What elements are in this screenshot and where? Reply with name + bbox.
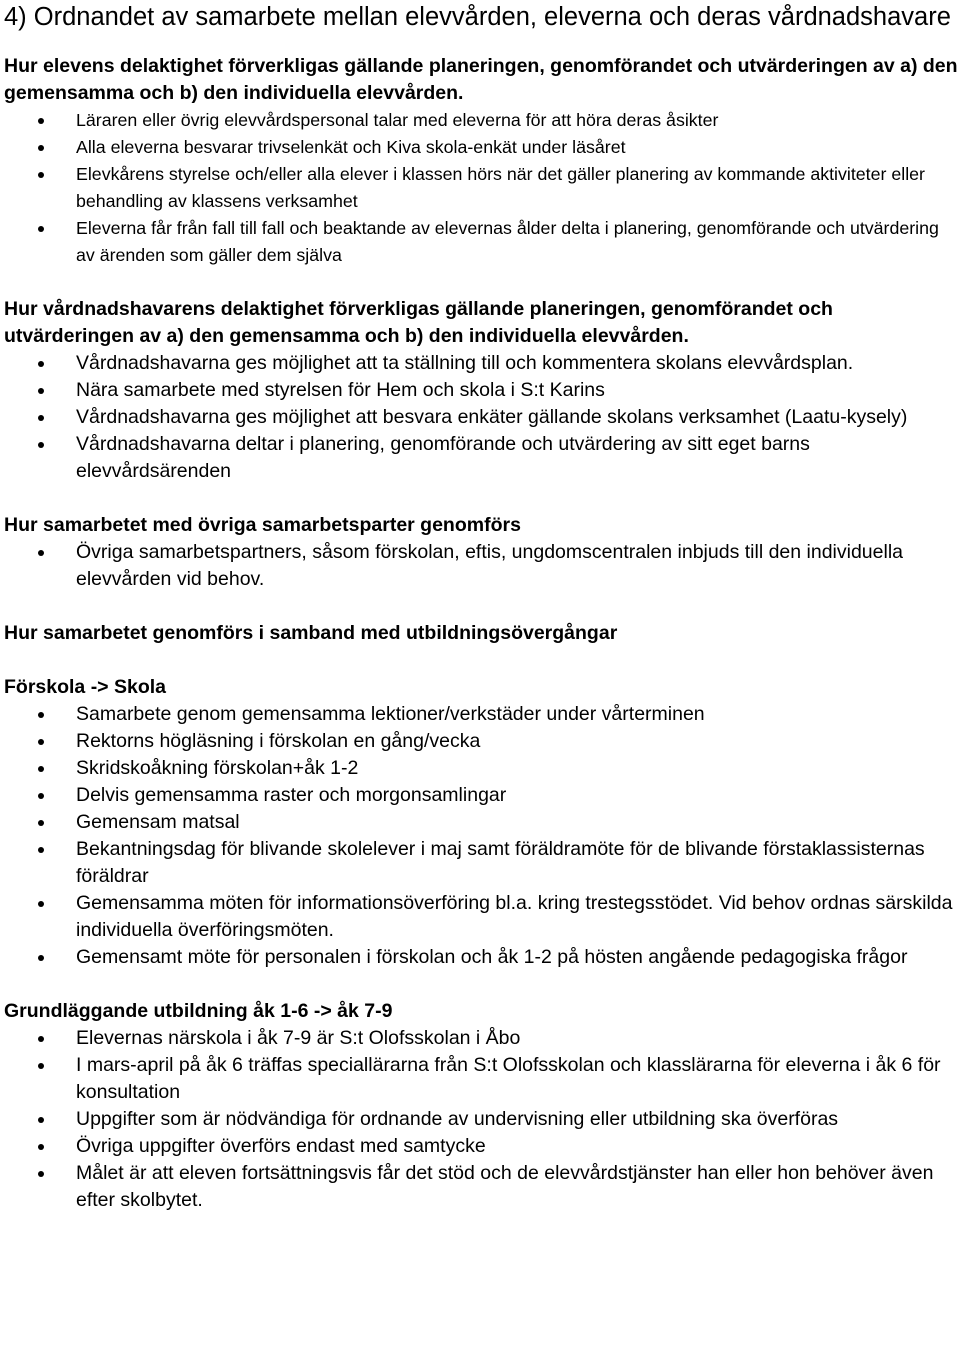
list-item <box>4 755 960 782</box>
bullet-icon <box>38 1117 44 1123</box>
bullet-icon <box>38 361 44 367</box>
spacer <box>4 485 960 512</box>
list-item <box>4 134 960 161</box>
list-item <box>4 1160 960 1214</box>
bullet-icon <box>38 712 44 718</box>
list-item-text: Delvis gemensamma raster och morgonsamlingar <box>76 784 507 806</box>
bullet-icon <box>38 415 44 421</box>
bullet-icon <box>38 1144 44 1150</box>
list-item <box>4 890 960 944</box>
list-item <box>4 539 960 593</box>
section-heading: Hur elevens delaktighet förverkligas gällande planeringen, genomförandet och utvärderingen av a) den gemensamma och b) den individuella elevvården. <box>4 55 958 104</box>
list-item <box>4 728 960 755</box>
list-item <box>4 431 960 485</box>
bullet-icon <box>38 766 44 772</box>
bullet-icon <box>38 847 44 853</box>
list-item-text: Gemensam matsal <box>76 811 240 833</box>
list-item-text: Vårdnadshavarna ges möjlighet att ta ställning till och kommentera skolans elevvårdsplan. <box>76 352 854 374</box>
list-item-text: Nära samarbete med styrelsen för Hem och skola i S:t Karins <box>76 379 605 401</box>
list-item-text: Elevernas närskola i åk 7-9 är S:t Olofsskolan i Åbo <box>76 1027 521 1049</box>
list-item-text: Uppgifter som är nödvändiga för ordnande av undervisning eller utbildning ska överföras <box>76 1108 839 1130</box>
spacer <box>4 593 960 620</box>
list-item-text: Alla eleverna besvarar trivselenkät och Kiva skola-enkät under läsåret <box>76 137 626 157</box>
section-transitions <box>4 620 960 647</box>
list-item-text: Vårdnadshavarna ges möjlighet att besvara enkäter gällande skolans verksamhet (Laatu-kysely) <box>76 406 908 428</box>
bullet-icon <box>38 172 44 178</box>
list-item <box>4 1106 960 1133</box>
list-item-text: Skridskoåkning förskolan+åk 1-2 <box>76 757 359 779</box>
list-item <box>4 404 960 431</box>
bullet-icon <box>38 820 44 826</box>
section-preschool-to-school <box>4 674 960 971</box>
bullet-icon <box>38 901 44 907</box>
document-title: 4) Ordnandet av samarbete mellan elevvården, eleverna och deras vårdnadshavare <box>4 3 951 31</box>
list-item <box>4 1025 960 1052</box>
bullet-icon <box>38 388 44 394</box>
bullet-icon <box>38 739 44 745</box>
bullet-icon <box>38 955 44 961</box>
list-item <box>4 1052 960 1106</box>
section-heading: Hur samarbetet med övriga samarbetsparter genomförs <box>4 514 521 536</box>
list-item-text: Eleverna får från fall till fall och beaktande av elevernas ålder delta i planering, genomförande och utvärdering av ärenden som gäller dem själva <box>76 218 939 265</box>
list-item-text: Läraren eller övrig elevvårdspersonal talar med eleverna för att höra deras åsikter <box>76 110 719 130</box>
list-item <box>4 1133 960 1160</box>
bullet-list <box>4 107 960 269</box>
list-item-text: Gemensamt möte för personalen i förskolan och åk 1-2 på hösten angående pedagogiska frågor <box>76 946 908 968</box>
list-item <box>4 944 960 971</box>
section-heading: Hur vårdnadshavarens delaktighet förverkligas gällande planeringen, genomförandet och utvärderingen av a) den gemensamma och b) den individuella elevvården. <box>4 298 833 347</box>
list-item <box>4 107 960 134</box>
list-item <box>4 161 960 215</box>
spacer <box>4 971 960 998</box>
section-basic-education <box>4 998 960 1214</box>
bullet-list <box>4 701 960 971</box>
spacer <box>4 647 960 674</box>
list-item-text: Bekantningsdag för blivande skolelever i maj samt föräldramöte för de blivande förstaklassisternas föräldrar <box>76 838 925 887</box>
list-item <box>4 836 960 890</box>
spacer <box>4 269 960 296</box>
section-heading: Förskola -> Skola <box>4 676 167 698</box>
bullet-icon <box>38 1036 44 1042</box>
bullet-icon <box>38 550 44 556</box>
bullet-list <box>4 350 960 485</box>
list-item-text: I mars-april på åk 6 träffas speciallärarna från S:t Olofsskolan och klasslärarna för eleverna i åk 6 för konsultation <box>76 1054 941 1103</box>
section-heading: Grundläggande utbildning åk 1-6 -> åk 7-9 <box>4 1000 393 1022</box>
list-item-text: Övriga samarbetspartners, såsom förskolan, eftis, ungdomscentralen inbjuds till den individuella elevvården vid behov. <box>76 541 903 590</box>
list-item-text: Gemensamma möten för informationsöverföring bl.a. kring trestegsstödet. Vid behov ordnas särskilda individuella överföringsmöten. <box>76 892 953 941</box>
section-guardian-participation <box>4 296 960 485</box>
list-item <box>4 701 960 728</box>
bullet-icon <box>38 226 44 232</box>
document-page <box>4 0 960 1214</box>
list-item <box>4 782 960 809</box>
bullet-icon <box>38 145 44 151</box>
bullet-icon <box>38 442 44 448</box>
list-item <box>4 809 960 836</box>
list-item-text: Vårdnadshavarna deltar i planering, genomförande och utvärdering av sitt eget barns elevvårdsärenden <box>76 433 810 482</box>
section-partner-cooperation <box>4 512 960 593</box>
list-item-text: Rektorns högläsning i förskolan en gång/vecka <box>76 730 481 752</box>
section-student-participation <box>4 53 960 269</box>
list-item-text: Elevkårens styrelse och/eller alla elever i klassen hörs när det gäller planering av kommande aktiviteter eller behandling av klassens verksamhet <box>76 164 925 211</box>
list-item-text: Övriga uppgifter överförs endast med samtycke <box>76 1135 486 1157</box>
bullet-icon <box>38 1171 44 1177</box>
bullet-list <box>4 539 960 593</box>
list-item-text: Målet är att eleven fortsättningsvis får det stöd och de elevvårdstjänster han eller hon behöver även efter skolbytet. <box>76 1162 934 1211</box>
section-heading: Hur samarbetet genomförs i samband med utbildningsövergångar <box>4 622 618 644</box>
list-item <box>4 350 960 377</box>
list-item <box>4 215 960 269</box>
bullet-list <box>4 1025 960 1214</box>
bullet-icon <box>38 793 44 799</box>
list-item-text: Samarbete genom gemensamma lektioner/verkstäder under vårterminen <box>76 703 705 725</box>
bullet-icon <box>38 1063 44 1069</box>
list-item <box>4 377 960 404</box>
bullet-icon <box>38 118 44 124</box>
spacer <box>4 34 960 53</box>
